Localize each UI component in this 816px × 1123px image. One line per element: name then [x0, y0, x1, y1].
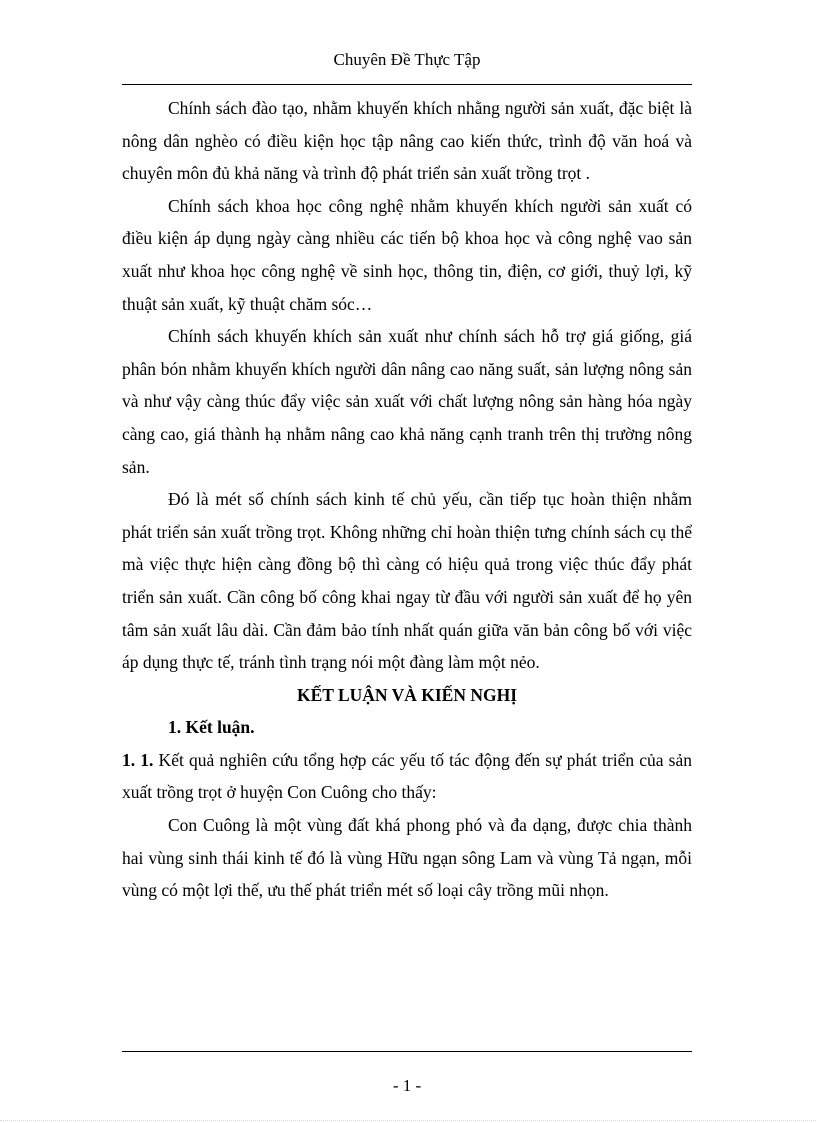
- footer-rule: [122, 1051, 692, 1052]
- item-number: 1. 1.: [122, 749, 154, 770]
- paragraph-training-policy: Chính sách đào tạo, nhằm khuyến khích nhằng người sản xuất, đặc biệt là nông dân nghèo có điều kiện học tập nâng cao kiến thức, trình độ văn hoá và chuyên môn đủ khả năng và trình độ phát triển sản xuất trồng trọt .: [122, 98, 692, 184]
- header-rule: [122, 84, 692, 85]
- paragraph-technology-policy: Chính sách khoa học công nghệ nhằm khuyến khích người sản xuất có điều kiện áp dụng ngày càng nhiều các tiến bộ khoa học và công nghệ vao sản xuất như khoa học công nghệ về sinh học, thông tin, điện, cơ giới, thuỷ lợi, kỹ thuật sản xuất, kỹ thuật chăm sóc…: [122, 195, 692, 314]
- document-body: [122, 92, 692, 907]
- page-number: - 1 -: [392, 1076, 422, 1095]
- header-title: Chuyên Đề Thực Tập: [333, 50, 481, 69]
- paragraph-policy-summary: Đó là mét số chính sách kinh tế chủ yếu, cần tiếp tục hoàn thiện nhằm phát triển sản xuất trồng trọt. Không những chỉ hoàn thiện tưng chính sách cụ thể mà việc thực hiện càng đồng bộ thì càng có hiệu quả trong việc thúc đẩy phát triển sản xuất. Cần công bố công khai ngay từ đầu với người sản xuất để họ yên tâm sản xuất lâu dài. Cần đảm bảo tính nhất quán giữa văn bản công bố với việc áp dụng thực tế, tránh tình trạng nói một đàng làm một nẻo.: [122, 489, 692, 673]
- paragraph-con-cuong: Con Cuông là một vùng đất khá phong phó và đa dạng, được chia thành hai vùng sinh thái kinh tế đó là vùng Hữu ngạn sông Lam và vùng Tả ngạn, mỗi vùng có một lợi thế, ưu thế phát triển mét số loại cây trồng mũi nhọn.: [122, 815, 692, 901]
- sub-heading-conclusion: 1. Kết luận.: [168, 717, 255, 738]
- section-heading: KẾT LUẬN VÀ KIẾN NGHỊ: [296, 684, 518, 705]
- paragraph-production-policy: Chính sách khuyến khích sản xuất như chính sách hỗ trợ giá giống, giá phân bón nhằm khuyến khích người dân nâng cao năng suất, sản lượng nông sản và như vậy càng thúc đẩy việc sản xuất với chất lượng nông sản hàng hóa ngày càng cao, giá thành hạ nhằm nâng cao khả năng cạnh tranh trên thị trường nông sản.: [122, 326, 692, 477]
- item-1-1: [122, 744, 692, 809]
- page-edge-divider: [0, 1120, 816, 1121]
- item-text: Kết quả nghiên cứu tổng hợp các yếu tố tác động đến sự phát triển của sản xuất trồng trọt ở huyện Con Cuông cho thấy:: [122, 749, 693, 803]
